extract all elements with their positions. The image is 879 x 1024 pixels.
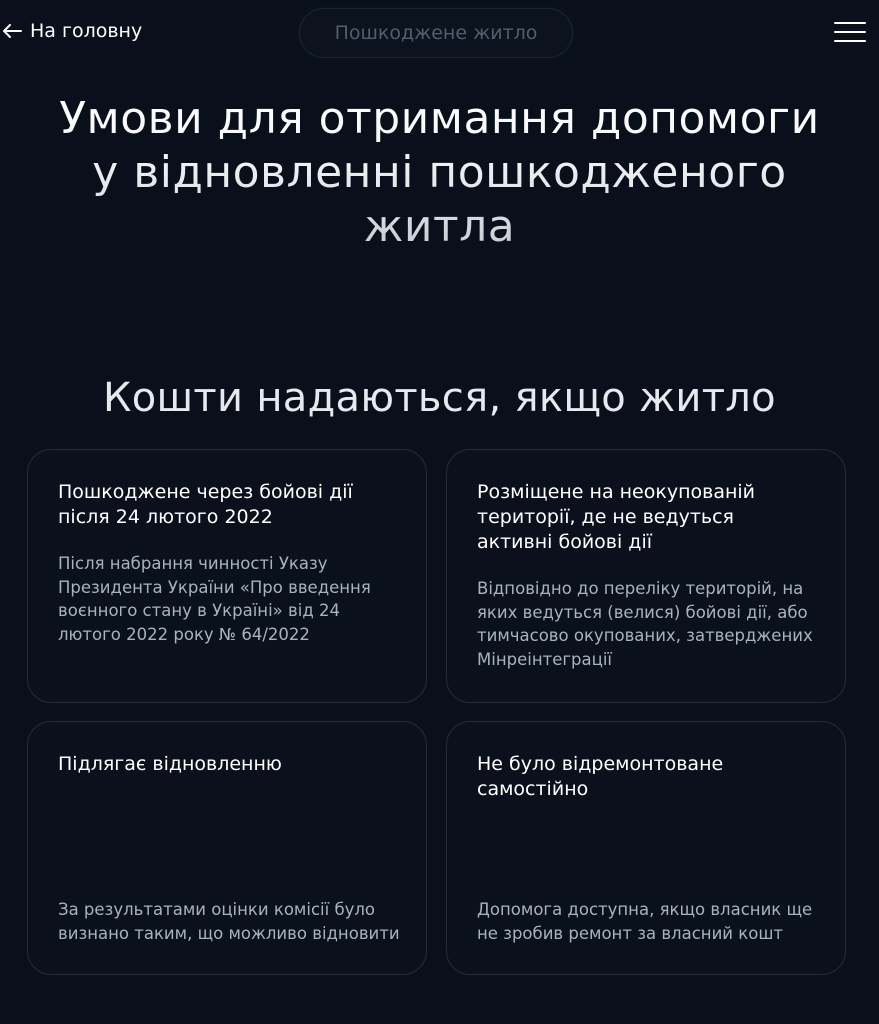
card-title: Не було відремонтоване самостійно	[477, 753, 724, 800]
page-title: Умови для отримання допомоги у відновленні пошкодженого житла	[40, 92, 839, 254]
condition-card	[27, 449, 427, 703]
back-link-label: На головну	[30, 20, 143, 42]
top-bar	[0, 0, 879, 68]
back-to-home-link[interactable]	[2, 20, 142, 42]
card-title: Розміщене на неокупованій території, де не ведуться активні бойові дії	[477, 481, 756, 553]
condition-card	[27, 721, 427, 975]
card-description: Відповідно до переліку територій, на яких ведуться (велися) бойові дії, або тимчасово окупованих, затверджених Мінреінтеграції	[477, 579, 813, 669]
card-title: Підлягає відновленню	[58, 753, 282, 775]
current-section-pill[interactable]: Пошкоджене житло	[299, 8, 573, 58]
card-title: Пошкоджене через бойові дії після 24 лютого 2022	[58, 481, 353, 528]
card-description: За результатами оцінки комісії було визнано таким, що можливо відновити	[58, 900, 400, 943]
card-description: Допомога доступна, якщо власник ще не зробив ремонт за власний кошт	[477, 900, 813, 943]
condition-card	[446, 449, 846, 703]
card-description: Після набрання чинності Указу Президента України «Про введення воєнного стану в Україні» від 24 лютого 2022 року № 64/2022	[58, 554, 371, 644]
arrow-left-icon	[2, 23, 22, 39]
section-title: Кошти надаються, якщо житло	[103, 375, 776, 421]
hamburger-icon[interactable]	[834, 20, 866, 44]
condition-card	[446, 721, 846, 975]
